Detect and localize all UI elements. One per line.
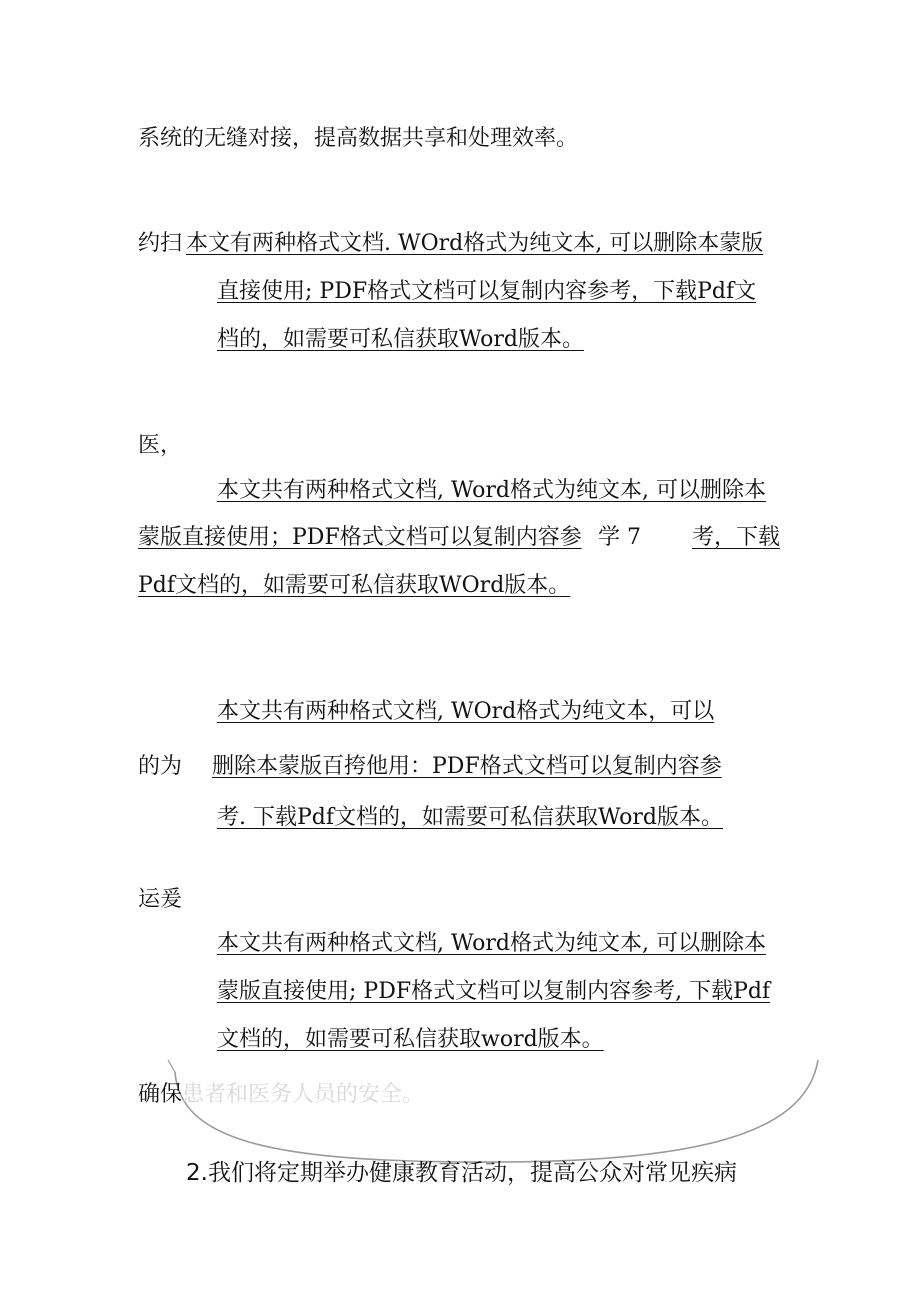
- margin-label: 约扫: [138, 231, 183, 256]
- paragraph-line-dark: 确保: [138, 1082, 183, 1107]
- notice-line: 考. 下载Pdf文档的，如需要可私信获取Word版本。: [217, 805, 723, 830]
- notice-line: 直接使用; PDF格式文档可以复制内容参考，下载Pdf文: [217, 279, 757, 304]
- notice-line: 本文有两种格式文档. WOrd格式为纯文本, 可以删除本蒙版: [186, 231, 764, 256]
- numbered-paragraph: 2.我们将定期举办健康教育活动，提高公众对常见疾病: [186, 1160, 737, 1186]
- stray-text: 学 7: [598, 525, 641, 550]
- notice-line: Pdf文档的，如需要可私信获取WOrd版本。: [138, 573, 571, 598]
- margin-label: 医，: [138, 433, 183, 458]
- notice-line: 本文共有两种格式文档, Word格式为纯文本, 可以删除本: [217, 478, 766, 503]
- notice-line: 蒙版直接使用; PDF格式文档可以复制内容参考, 下载Pdf: [217, 979, 771, 1004]
- paragraph-line-faded: 患者和医务人员的安全。: [182, 1082, 425, 1107]
- notice-line: 删除本蒙版百挎他用：PDF格式文档可以复制内容参: [212, 754, 722, 779]
- notice-line: 本文共有两种格式文档, WOrd格式为纯文本，可以: [217, 699, 715, 724]
- paragraph-line: 系统的无缝对接，提高数据共享和处理效率。: [138, 126, 579, 151]
- margin-label: 的为: [138, 754, 183, 779]
- margin-label: 运爰: [138, 887, 183, 912]
- notice-line: 档的，如需要可私信获取Word版本。: [217, 327, 584, 352]
- notice-line: 考，下载: [692, 525, 781, 550]
- notice-line: 蒙版直接使用；PDF格式文档可以复制内容参: [138, 525, 582, 550]
- notice-line: 本文共有两种格式文档, Word格式为纯文本, 可以删除本: [217, 931, 766, 956]
- notice-line: 文档的，如需要可私信获取word版本。: [217, 1027, 604, 1052]
